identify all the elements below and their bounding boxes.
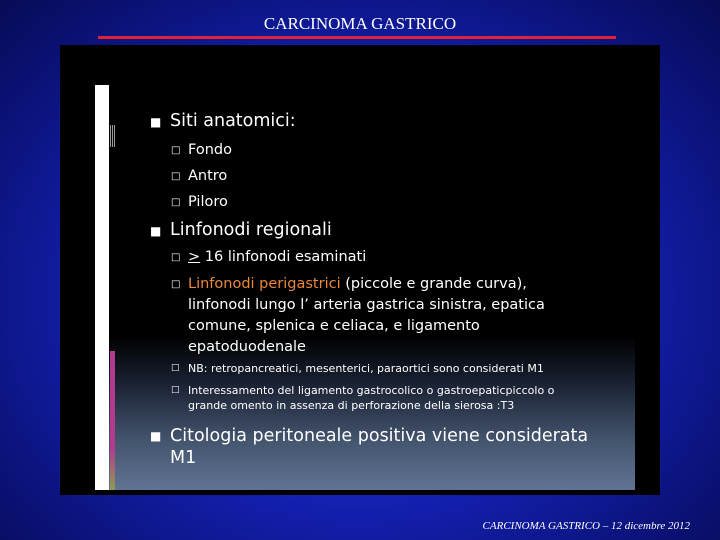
embedded-slide	[95, 85, 635, 490]
title-divider	[98, 36, 616, 39]
footer-caption: CARCINOMA GASTRICO – 12 dicembre 2012	[482, 520, 690, 532]
subbullet-marker: □	[171, 363, 180, 373]
subbullet-marker: □	[171, 145, 181, 156]
subbullet-marker: □	[171, 197, 181, 208]
subbullet-piloro: □ Piloro	[188, 192, 228, 213]
bullet-marker: ■	[150, 115, 162, 129]
bullet-marker: ■	[150, 224, 162, 238]
subbullet-marker: □	[171, 279, 181, 290]
bullet-linfonodi-regionali: ■ Linfonodi regionali	[150, 220, 332, 240]
bullet-citologia: ■ Citologia peritoneale positiva viene considerata M1	[150, 426, 589, 468]
slide-title: CARCINOMA GASTRICO	[263, 14, 457, 33]
subbullet-marker: □	[171, 252, 181, 263]
subbullet-marker: □	[171, 385, 180, 395]
subbullet-perigastrici: □ Linfonodi perigastrici (piccole e grande curva), linfonodi lungo l’ arteria gastrica sinistra, epatica comune, splenica e celiaca, e ligamento epatoduodenale	[171, 276, 545, 355]
subbullet-esaminati: □ > 16 linfonodi esaminati	[188, 247, 366, 268]
subbullet-marker: □	[171, 171, 181, 182]
slide-content	[95, 85, 635, 490]
subbullet-nb: □ NB: retropancreatici, mesenterici, paraortici sono considerati M1	[171, 362, 544, 375]
bullet-siti-anatomici: ■ Siti anatomici:	[150, 111, 296, 131]
bullet-marker: ■	[150, 429, 162, 443]
subbullet-fondo: □ Fondo	[188, 140, 232, 161]
subbullet-antro: □ Antro	[188, 166, 227, 187]
subbullet-interessamento: □ Interessamento del ligamento gastrocolico o gastroepaticpiccolo o grande omento in assenza di perforazione della sierosa :T3	[171, 384, 555, 412]
